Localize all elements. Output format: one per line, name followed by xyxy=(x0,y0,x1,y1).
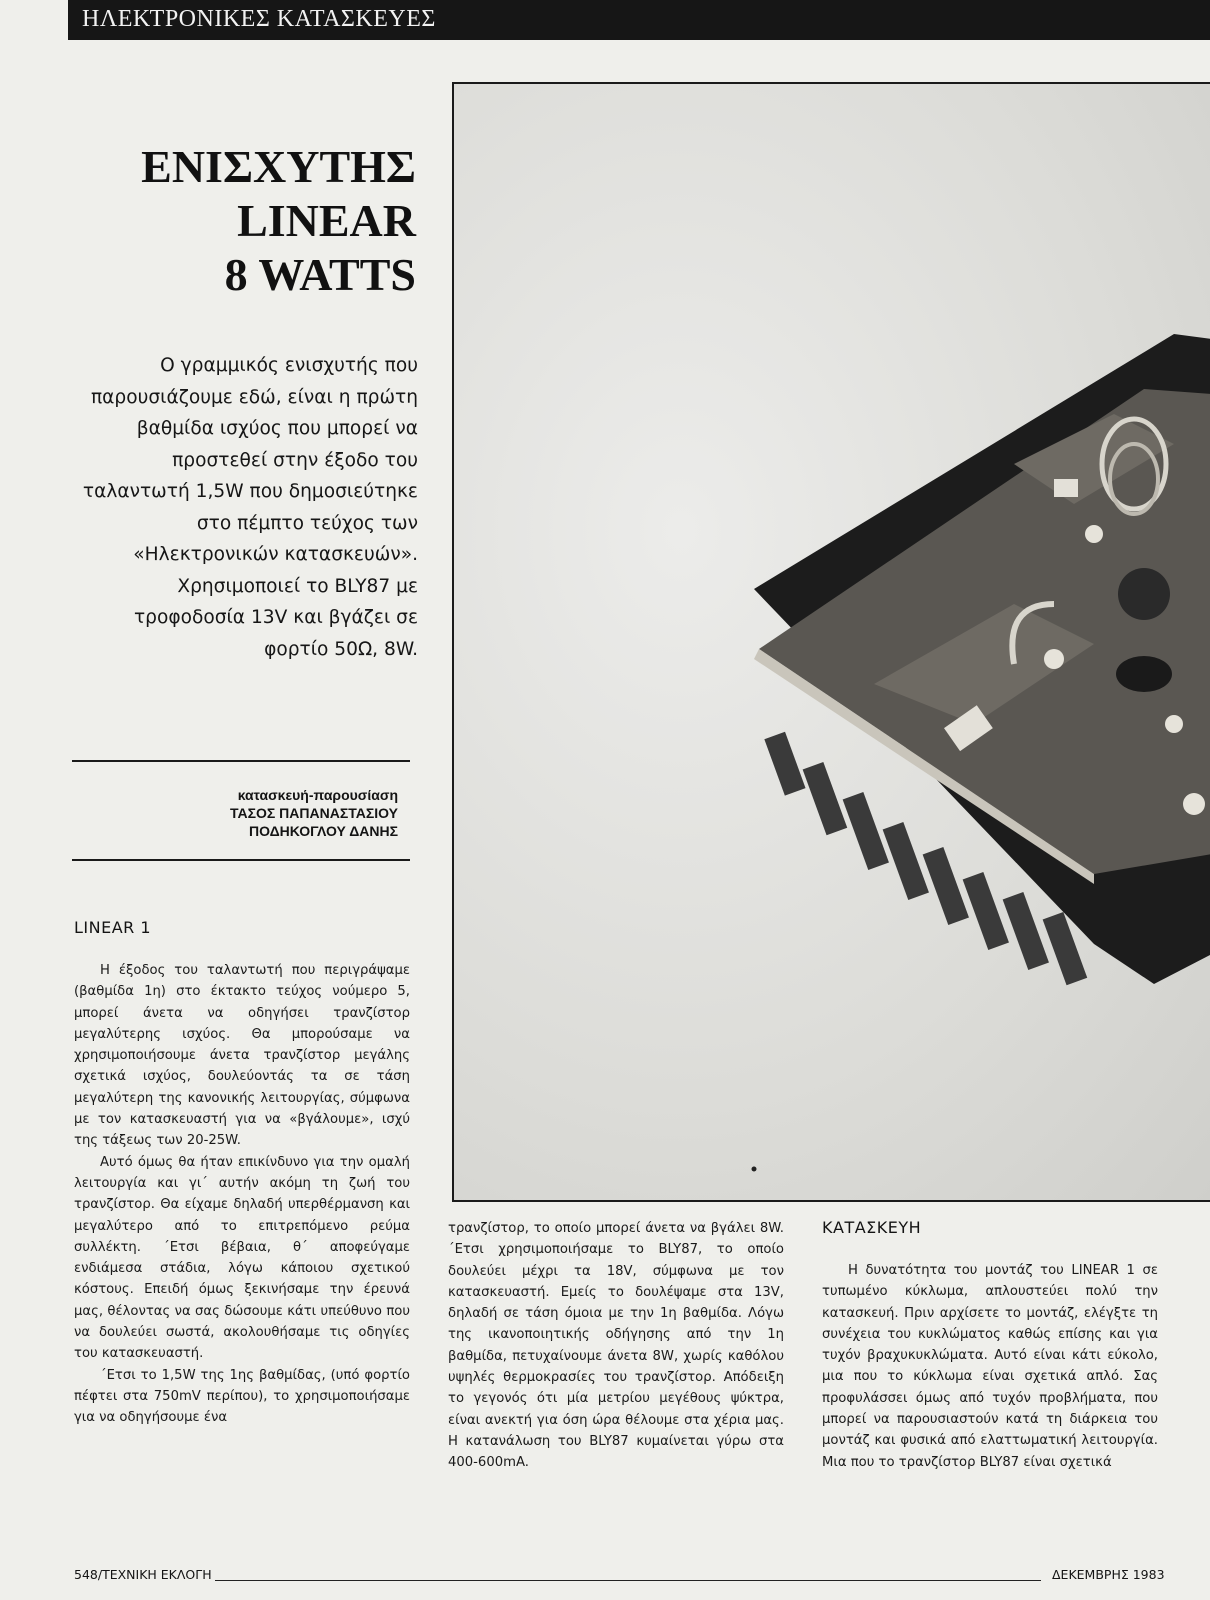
transistor xyxy=(1116,656,1172,692)
footer-rule xyxy=(215,1580,1041,1581)
title-line: 8 WATTS xyxy=(224,249,416,300)
paragraph: Η δυνατότητα του μοντάζ του LINEAR 1 σε τυπωμένο κύκλωμα, απλουστεύει πολύ την κατασκευή. Πριν αρχίσετε το μοντάζ, ελέγξτε τη συνέχεια του κυκλώματος καθώς επίσης και για τυχόν βραχυκυκλώματα. Αυτό είναι κάτι εύκολο, μια που το κύκλωμα είναι σχετικά απλό. Σας προφυλάσσει όμως από τυχόν προβλήματα, που μπορεί να παρουσιαστούν κατά τη διάρκεια του μοντάζ και φυσικά από ελαττωματική λειτουργία. Μια που το τρανζίστορ BLY87 είναι σχετικά xyxy=(822,1263,1158,1470)
page-number-label: 548/ΤΕΧΝΙΚΗ ΕΚΛΟΓΗ xyxy=(74,1567,212,1582)
article-intro: Ο γραμμικός ενισχυτής που παρουσιάζουμε εδώ, είναι η πρώτη βαθμίδα ισχύος που μπορεί να προστεθεί στην έξοδο του ταλαντωτή 1,5W που δημοσιεύτηκε στο πέμπτο τεύχος των «Ηλεκτρονικών κατασκευών». Χρησιμοποιεί το BLY87 με τροφοδοσία 13V και βγάζει σε φορτίο 50Ω, 8W. xyxy=(82,355,418,660)
amplifier-photo-illustration xyxy=(454,84,1210,1202)
paragraph: ΄Ετσι το 1,5W της 1ης βαθμίδας, (υπό φορτίο πέφτει στα 750mV περίπου), το χρησιμοποιήσαμε για να οδηγήσουμε ένα xyxy=(74,1367,410,1426)
section-header-title: ΗΛΕΚΤΡΟΝΙΚΕΣ ΚΑΤΑΣΚΕΥΕΣ xyxy=(82,6,436,32)
column-2 xyxy=(448,1218,784,1474)
photo-dot xyxy=(752,1167,757,1172)
solder-point xyxy=(1044,649,1064,669)
byline-bottom-rule xyxy=(72,859,410,861)
paragraph: τρανζίστορ, το οποίο μπορεί άνετα να βγάλει 8W. ΄Ετσι χρησιμοποιήσαμε το BLY87, το οποίο δουλεύει μέχρι τα 18V, σύμφωνα με τον κατασκευαστή. Εμείς το δουλέψαμε στα 13V, δηλαδή σε τάση όμοια με την 1η βαθμίδα. Λόγω της ικανοποιητικής οδήγησης από την 1η βαθμίδα, πετυχαίνουμε άνετα 8W, χωρίς καθόλου υψηλές θερμοκρασίες του τρανζίστορ. Απόδειξη το γεγονός ότι μία μετρίου μεγέθους ψύκτρα, είναι ανεκτή για όση ώρα θέλουμε στα χέρια μας. Η κατανάλωση του BLY87 κυμαίνεται γύρω στα 400-600mA. xyxy=(448,1221,784,1471)
paragraph: Η έξοδος του ταλαντωτή που περιγράψαμε (βαθμίδα 1η) στο έκτακτο τεύχος νούμερο 5, μπορεί άνετα να οδηγήσει τρανζίστορ μεγαλύτερης ισχύος. Θα μπορούσαμε να χρησιμοποιήσουμε άνετα τρανζίστορ μεγάλης σχετικά ισχύος, δουλεύοντάς τα σε τάση μεγαλύτερη της κανονικής λειτουργίας, σύμφωνα με τον κατασκευαστή για να «βγάλουμε», ισχύ της τάξεως των 20-25W. xyxy=(74,963,410,1149)
byline-author: ΤΑΣΟΣ ΠΑΠΑΝΑΣΤΑΣΙΟΥ xyxy=(229,805,398,821)
title-line: LINEAR xyxy=(237,195,416,246)
amplifier-photo xyxy=(452,82,1210,1202)
paragraph: Αυτό όμως θα ήταν επικίνδυνο για την ομαλή λειτουργία και γι΄ αυτήν ακόμη τη ζωή του τρανζίστορ. Θα είχαμε δηλαδή υπερθέρμανση και μεγαλύτερο από το επιτρεπόμενο ρεύμα συλλέκτη. ΄Ετσι βέβαια, θ΄ αποφεύγαμε ενδιάμεσα στάδια, λόγω κάποιου σχετικού κόστους. Επειδή όμως ξεκινήσαμε την έρευνά μας, θέλοντας να σας δώσουμε κάτι υπεύθυνο που να δουλεύει σωστά, ακολουθήσαμε τις οδηγίες του κατασκευαστή. xyxy=(74,1154,410,1362)
issue-date: ΔΕΚΕΜΒΡΗΣ 1983 xyxy=(1052,1567,1165,1582)
solder-point xyxy=(1085,525,1103,543)
solder-point xyxy=(1183,793,1205,815)
byline-author: ΠΟΔΗΚΟΓΛΟΥ ΔΑΝΗΣ xyxy=(248,823,398,839)
column-1 xyxy=(74,960,410,1429)
capacitor xyxy=(1054,479,1078,497)
byline-top-rule xyxy=(72,760,410,762)
article-title xyxy=(60,140,416,302)
title-line: ΕΝΙΣΧΥΤΗΣ xyxy=(141,141,416,192)
byline-role: κατασκευή-παρουσίαση xyxy=(237,787,398,803)
trimmer-capacitor xyxy=(1118,568,1170,620)
section-heading-linear1: LINEAR 1 xyxy=(74,918,152,937)
solder-point xyxy=(1165,715,1183,733)
byline xyxy=(150,786,398,840)
section-heading-construction: ΚΑΤΑΣΚΕΥΗ xyxy=(822,1218,922,1237)
column-3 xyxy=(822,1260,1158,1473)
